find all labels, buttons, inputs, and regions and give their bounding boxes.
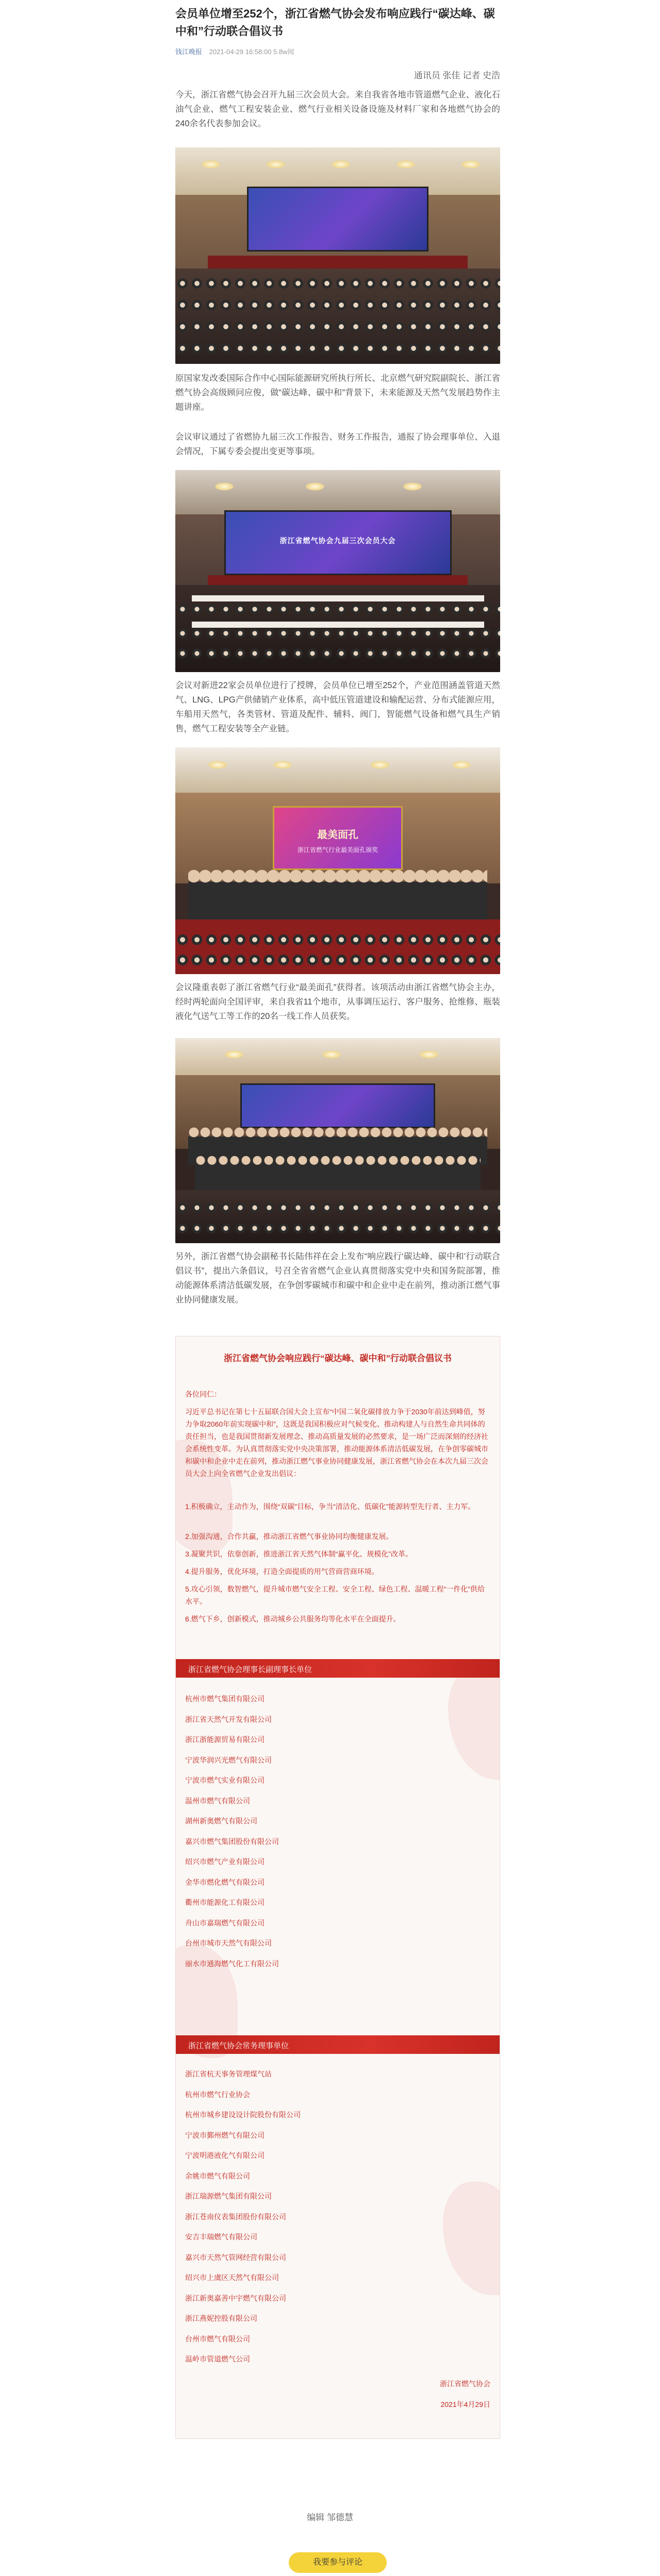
banner-subtitle: 浙江省燃气行业最美面孔颁奖: [297, 846, 378, 854]
banner-title: 最美面孔: [317, 829, 358, 841]
proposal-item-4: 4.提升服务，优化环境，打造全面提质的用气营商营商环境。: [185, 1567, 379, 1576]
list-item: 浙江浙能源贸易有限公司: [185, 1735, 265, 1744]
proposal-document: [175, 1336, 500, 2439]
proposal-item-6: 6.燃气下乡，创新模式，推动城乡公共服务均等化水平在全面提升。: [185, 1615, 401, 1623]
proposal-item-3: 3.凝聚共识，依靠创新，推进浙江省天然气体制“赢平化、规模化”改革。: [185, 1550, 412, 1558]
list-item: 湖州新奥燃气有限公司: [185, 1817, 257, 1825]
list-item: 杭州市燃气集团有限公司: [185, 1695, 265, 1703]
article-meta: [175, 46, 294, 56]
paragraph-1: 今天，浙江省燃气协会召开九届三次会员大会。来自我省各地市管道燃气企业、液化石油气企业、燃气工程安装企业、燃气行业相关设备设施及材料厂家和各地燃气协会的240余名代表参加会议。: [175, 90, 500, 128]
meeting-photo-1: [175, 147, 500, 364]
list-item: 台州市城市天然气有限公司: [185, 1939, 272, 1947]
section-header-1-label: 浙江省燃气协会理事长副理事长单位: [188, 1665, 312, 1674]
section-header-2: [176, 2035, 500, 2054]
award-photo: [175, 747, 500, 974]
paragraph-2: 原国家发改委国际合作中心国际能源研究所执行所长、北京燃气研究院副院长、浙江省燃气协会高级顾问应俊，做“碳达峰、碳中和”背景下，未来能源及天然气发展趋势作主题讲座。: [175, 374, 500, 412]
list-item: 宁波市燃气实业有限公司: [185, 1776, 265, 1784]
member-list-2: [185, 2064, 490, 2370]
proposal-item-2: 2.加强沟通，合作共赢，推动浙江省燃气事业协同均衡健康发展。: [185, 1532, 393, 1541]
section-header-1: [176, 1659, 500, 1678]
list-item: 浙江燕妮控股有限公司: [185, 2314, 257, 2322]
list-item: 浙江瑞源燃气集团有限公司: [185, 2192, 272, 2200]
list-item: 杭州市城乡建设设计院股份有限公司: [185, 2111, 301, 2119]
list-item: 浙江省杭天事务管理煤气站: [185, 2070, 272, 2078]
editor-credit: 编辑 邹德慧: [307, 2513, 353, 2522]
article-title: 会员单位增至252个，浙江省燃气协会发布响应践行“碳达峰、碳中和”行动联合倡议书: [175, 7, 495, 38]
paragraph-4: 会议对新进22家会员单位进行了授牌，会员单位已增至252个，产业范围涵盖管道天然气、LNG、LPG产供储销产业体系，高中低压管道建设和输配运营、分布式能源应用，车船用天然气，各类管材、管道及配件、辅料、阀门，智能燃气设备和燃气具生产销售，燃气工程安装等全产业链。: [175, 681, 500, 733]
list-item: 浙江省天然气开发有限公司: [185, 1715, 272, 1724]
meeting-photo-2: [175, 470, 500, 672]
list-item: 嘉兴市天然气管网经营有限公司: [185, 2253, 286, 2262]
read-count: 5.8w阅: [273, 48, 294, 56]
list-item: 温岭市管道燃气公司: [185, 2355, 250, 2363]
list-item: 丽水市通海燃气化工有限公司: [185, 1959, 279, 1968]
list-item: 浙江新奥嘉善中宇燃气有限公司: [185, 2294, 286, 2302]
document-intro: 习近平总书记在第七十五届联合国大会上宣布“中国二氧化碳排放力争于2030年前达到峰值，努力争取2060年前实现碳中和”，这既是我国积极应对气候变化、推动构建人与自然生命共同体的责任担当，也是我国贯彻新发展理念、推动高质量发展的必然要求，是一场广泛而深刻的经济社会系统性变革。为认真贯彻落实党中央决策部署，推动能源体系清洁低碳发展，在争创零碳城市和碳中和企业中走在前列，推动浙江燃气事业协同健康发展，浙江省燃气协会在本次九届三次会员大会上向全省燃气企业发出倡议：: [185, 1408, 488, 1478]
document-signer: 浙江省燃气协会: [440, 2380, 490, 2388]
comment-button[interactable]: 我要参与评论: [289, 2552, 387, 2573]
list-item: 宁波明港液化气有限公司: [185, 2151, 265, 2160]
list-item: 宁波市鄞州燃气有限公司: [185, 2131, 265, 2139]
list-item: 嘉兴市燃气集团股份有限公司: [185, 1837, 279, 1846]
list-item: 温州市燃气有限公司: [185, 1796, 250, 1805]
list-item: 金华市燃化燃气有限公司: [185, 1878, 265, 1886]
proposal-item-1: 1.积极确立，主动作为，围绕“双碳”目标，争当“清洁化、低碳化”能源转型先行者、主力军。: [185, 1502, 475, 1511]
paragraph-6: 另外，浙江省燃气协会副秘书长陆伟祥在会上发布“响应践行‘碳达峰、碳中和’行动联合倡议书”，提出六条倡议，号召全省省燃气企业认真贯彻落实党中央和国务院部署，推动能源体系清洁低碳发展，在争创零碳城市和碳中和企业中走在前列，推动浙江燃气事业协同健康发展。: [175, 1252, 500, 1304]
source-link[interactable]: 钱江晚报: [175, 48, 203, 56]
list-item: 衢州市能源化工有限公司: [185, 1898, 265, 1906]
paragraph-5: 会议隆重表彰了浙江省燃气行业“最美面孔”获得者。该项活动由浙江省燃气协会主办，经时两轮面向全国评审，来自我省11个地市，从事调压运行、客户服务、抢维修、瓶装液化气送气工等工作的20名一线工作人员获奖。: [175, 983, 500, 1021]
list-item: 安吉丰瑞燃气有限公司: [185, 2233, 257, 2241]
list-item: 宁波华润兴光燃气有限公司: [185, 1755, 272, 1764]
list-item: 杭州市燃气行业协会: [185, 2090, 250, 2099]
publish-time: 2021-04-29 16:58:00: [209, 48, 272, 56]
group-photo: [175, 1038, 500, 1243]
list-item: 绍兴市上虞区天然气有限公司: [185, 2273, 279, 2282]
section-header-2-label: 浙江省燃气协会常务理事单位: [188, 2042, 289, 2050]
list-item: 舟山市嘉瑞燃气有限公司: [185, 1918, 265, 1927]
list-item: 余姚市燃气有限公司: [185, 2171, 250, 2180]
paragraph-3: 会议审议通过了省燃协九届三次工作报告、财务工作报告，通报了协会理事单位、入退会情况，下属专委会提出变更等事项。: [175, 432, 500, 456]
byline: 通讯员 张佳 记者 史浩: [414, 71, 500, 80]
screen-text: 浙江省燃气协会九届三次会员大会: [279, 536, 396, 545]
proposal-item-5: 5.攻心引领，数智燃气，提升城市燃气安全工程、安全工程、绿色工程、温暖工程“一件化”供给水平。: [185, 1585, 485, 1605]
document-greeting: 各位同仁：: [185, 1390, 221, 1398]
document-title: 浙江省燃气协会响应践行“碳达峰、碳中和”行动联合倡议书: [224, 1353, 452, 1363]
member-list-1: [185, 1689, 490, 1974]
list-item: 台州市燃气有限公司: [185, 2334, 250, 2343]
list-item: 浙江苍南仪表集团股份有限公司: [185, 2212, 286, 2221]
document-date: 2021年4月29日: [440, 2400, 490, 2408]
list-item: 绍兴市燃气产业有限公司: [185, 1858, 265, 1866]
